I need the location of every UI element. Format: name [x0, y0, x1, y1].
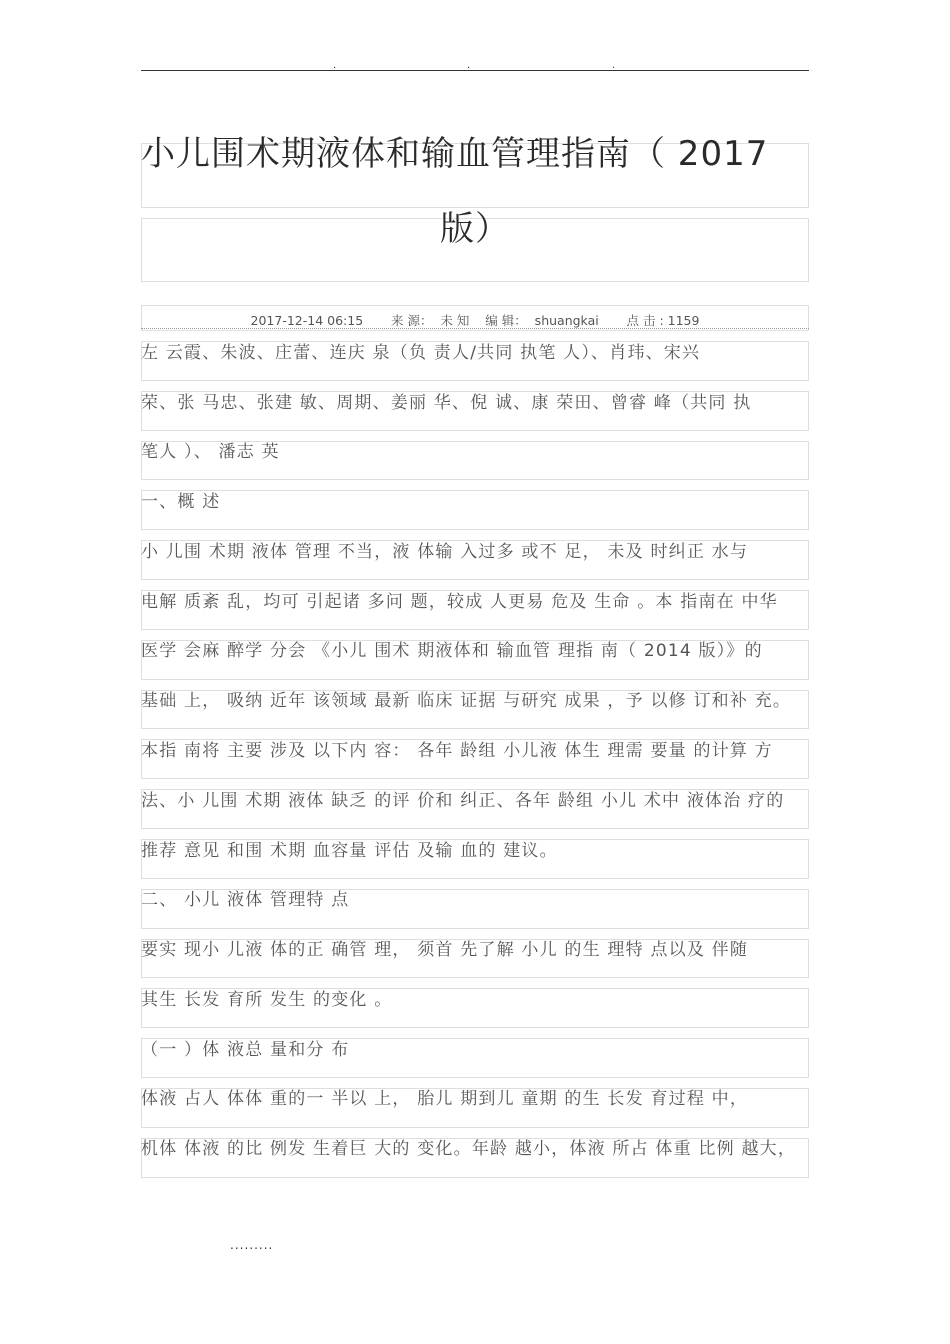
text-line: 笔人 ）、 潘志 英 — [141, 442, 280, 462]
page-title: 小儿围术期液体和输血管理指南（ 2017 — [141, 134, 769, 174]
text-line: 本指 南将 主要 涉及 以下内 容： 各年 龄组 小儿液 体生 理需 要量 的计算 方 — [141, 741, 773, 761]
meta-divider — [141, 328, 809, 329]
footer-dots: ......... — [230, 1238, 274, 1252]
article-meta: 2017-12-14 06:15 来 源： 未 知 编 辑： shuangkai 点 击 : 1159 — [250, 313, 700, 328]
section-heading: 二、 小儿 液体 管理特 点 — [141, 890, 350, 910]
text-line: 法、小 儿围 术期 液体 缺乏 的评 价和 纠正、各年 龄组 小儿 术中 液体治 疗的 — [141, 791, 785, 811]
section-heading: 一、概 述 — [141, 492, 221, 512]
text-line: 医学 会麻 醉学 分会 《小儿 围术 期液体和 输血管 理指 南（ 2014 版）》的 — [141, 641, 763, 661]
subsection-heading: （一 ）体 液总 量和分 布 — [141, 1040, 350, 1060]
text-line: 要实 现小 儿液 体的正 确管 理， 须首 先了解 小儿 的生 理特 点以及 伴随 — [141, 940, 749, 960]
header-rule — [141, 70, 809, 71]
header-dot: . — [333, 60, 337, 71]
text-line: 体液 占人 体体 重的一 半以 上， 胎儿 期到儿 童期 的生 长发 育过程 中， — [141, 1089, 749, 1109]
text-line: 荣、张 马忠、张建 敏、周期、姜丽 华、倪 诚、康 荣田、曾睿 峰（共同 执 — [141, 393, 752, 413]
text-line: 左 云霞、朱波、庄蕾、连庆 泉（负 责人/共同 执笔 人）、肖玮、宋兴 — [141, 343, 701, 363]
header-dot: . — [467, 60, 471, 71]
page-title-continued: 版） — [440, 209, 510, 249]
text-line: 电解 质紊 乱，均可 引起诸 多问 题，较成 人更易 危及 生命 。本 指南在 中华 — [141, 592, 778, 612]
text-line: 推荐 意见 和围 术期 血容量 评估 及输 血的 建议。 — [141, 841, 558, 861]
text-line: 其生 长发 育所 发生 的变化 。 — [141, 990, 393, 1010]
header-dot: . — [612, 60, 616, 71]
text-line: 基础 上， 吸纳 近年 该领域 最新 临床 证据 与研究 成果 ，予 以修 订和补 充。 — [141, 691, 792, 711]
text-line: 机体 体液 的比 例发 生着巨 大的 变化。年龄 越小，体液 所占 体重 比例 越大， — [141, 1139, 797, 1159]
text-line: 小 儿围 术期 液体 管理 不当，液 体输 入过多 或不 足， 未及 时纠正 水与 — [141, 542, 749, 562]
